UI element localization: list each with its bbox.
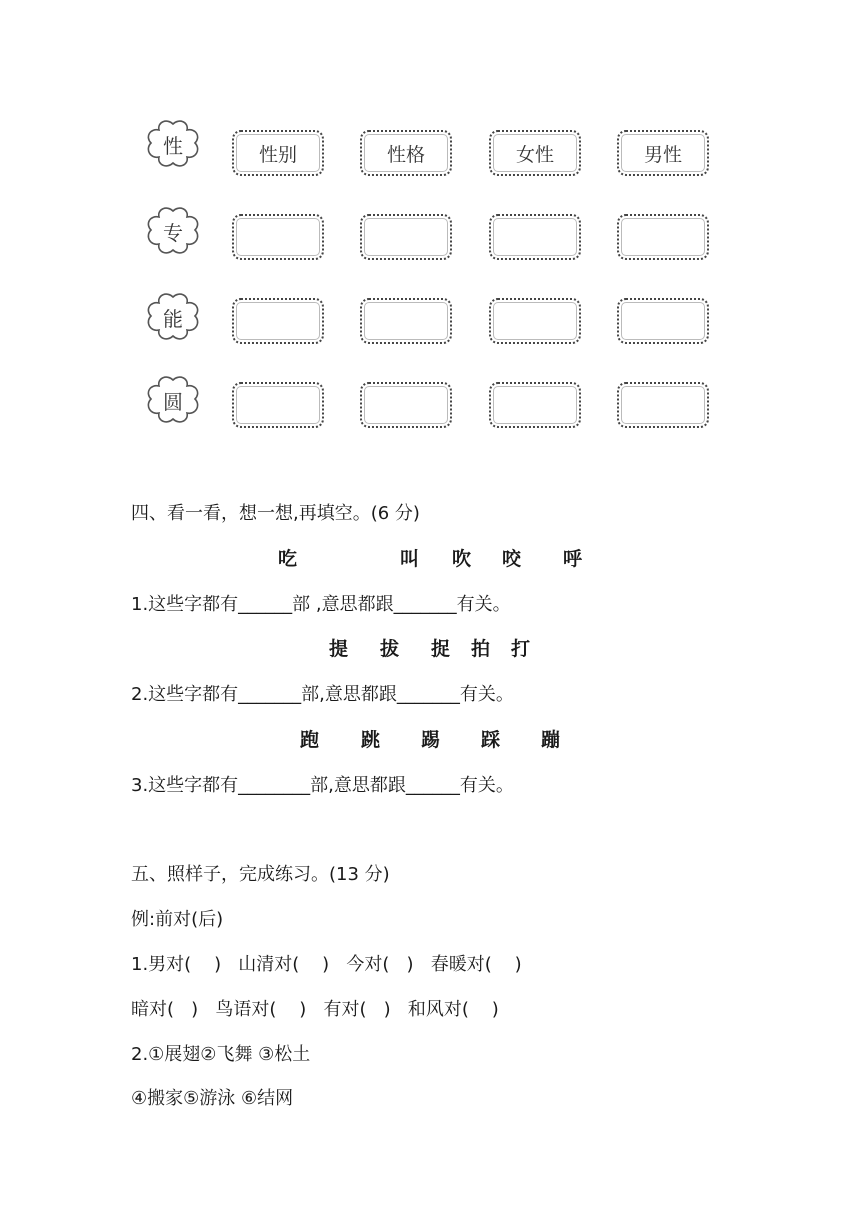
char-item: 吃 (278, 548, 298, 570)
char-item: 叫 (400, 548, 420, 570)
char-group-1 (0, 544, 860, 570)
char-item: 吹 (452, 548, 472, 570)
word-box[interactable] (489, 214, 581, 260)
word-box[interactable] (489, 382, 581, 428)
word-box[interactable] (617, 382, 709, 428)
example-line: 例:前对(后) (131, 909, 224, 930)
fill-sentence-2[interactable]: 2.这些字都有_______部,意思都跟_______有关。 (131, 684, 514, 705)
word-box: 性格 (360, 130, 452, 176)
fill-sentence-3[interactable]: 3.这些字都有________部,意思都跟______有关。 (131, 775, 514, 796)
section5-heading: 五、照样子，完成练习。(13 分) (131, 864, 390, 885)
antonym-line-1[interactable]: 1.男对( ) 山清对( ) 今对( ) 春暖对( ) (131, 954, 522, 975)
fill-sentence-1[interactable]: 1.这些字都有______部 ,意思都跟_______有关。 (131, 594, 511, 615)
section4-heading: 四、看一看，想一想,再填空。(6 分) (131, 503, 420, 524)
word-box[interactable] (360, 382, 452, 428)
char-item: 咬 (502, 548, 522, 570)
char-item: 呼 (563, 548, 583, 570)
flower-label (144, 291, 202, 343)
flower-char: 性 (163, 133, 183, 158)
char-item: 打 (511, 638, 531, 660)
word-box: 男性 (617, 130, 709, 176)
char-group-2 (0, 634, 860, 660)
word-box[interactable] (489, 298, 581, 344)
char-item: 拍 (471, 638, 491, 660)
char-item: 踩 (481, 729, 501, 751)
word-box[interactable] (232, 214, 324, 260)
word-box[interactable] (617, 298, 709, 344)
char-item: 蹦 (541, 729, 561, 751)
word-box: 性别 (232, 130, 324, 176)
word-box[interactable] (617, 214, 709, 260)
word-box[interactable] (232, 298, 324, 344)
char-item: 提 (329, 638, 349, 660)
char-item: 跳 (361, 729, 381, 751)
flower-label (144, 118, 202, 170)
char-group-3 (0, 725, 860, 751)
flower-label (144, 205, 202, 257)
char-item: 拔 (380, 638, 400, 660)
word-box[interactable] (232, 382, 324, 428)
word-list-line-2: ④搬家⑤游泳 ⑥结网 (131, 1088, 294, 1109)
flower-char: 能 (163, 306, 183, 331)
char-item: 踢 (421, 729, 441, 751)
char-item: 捉 (431, 638, 451, 660)
flower-char: 圆 (163, 389, 183, 414)
char-item: 跑 (300, 729, 320, 751)
flower-char: 专 (163, 220, 183, 245)
word-box[interactable] (360, 298, 452, 344)
flower-label (144, 374, 202, 426)
antonym-line-2[interactable]: 暗对( ) 鸟语对( ) 有对( ) 和风对( ) (131, 999, 499, 1020)
word-box[interactable] (360, 214, 452, 260)
word-list-line-1: 2.①展翅②飞舞 ③松土 (131, 1044, 311, 1065)
word-box: 女性 (489, 130, 581, 176)
